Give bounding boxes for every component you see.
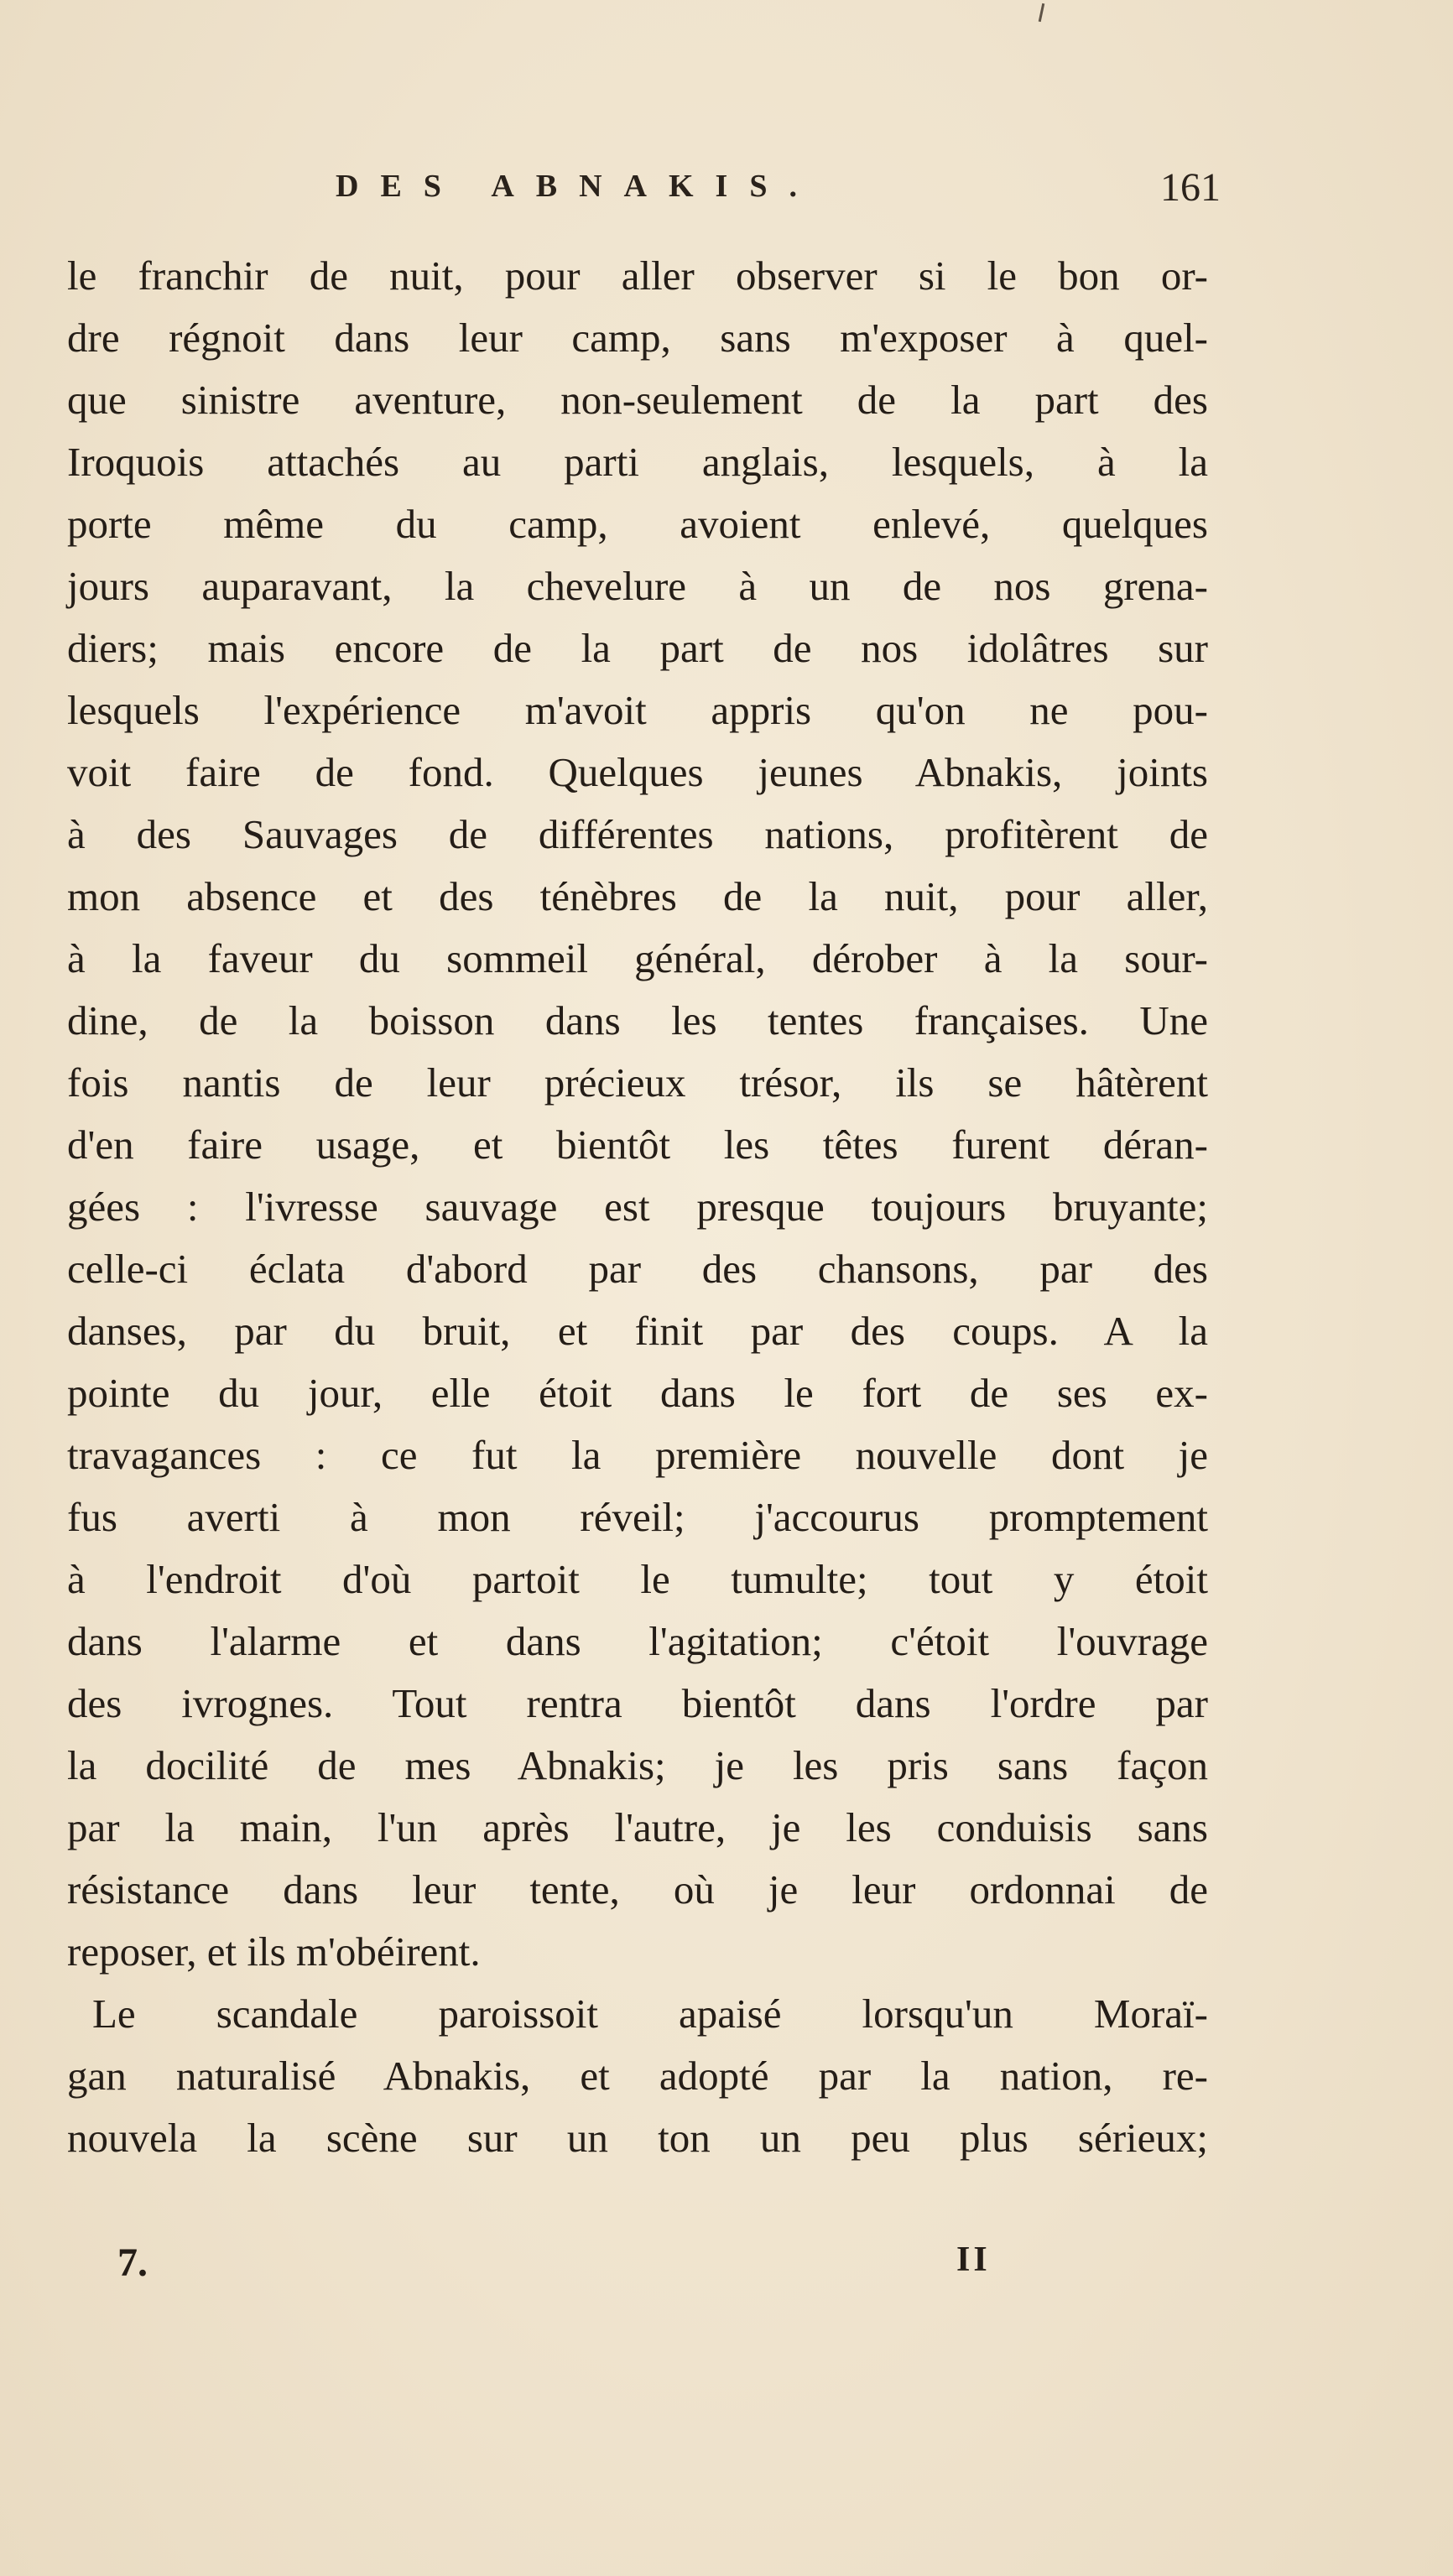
text-line: la docilité de mes Abnakis; je les pris sans façon <box>67 1742 1208 1788</box>
text-line: le franchir de nuit, pour aller observer si le bon or- <box>67 252 1208 299</box>
paragraph-end-line: reposer, et ils m'obéirent. <box>67 1928 481 1975</box>
paragraph-start-line: Le scandale paroissoit apaisé lorsqu'un Moraï- <box>92 1991 1208 2037</box>
page-footer <box>117 2240 1040 2290</box>
text-line: à l'endroit d'où partoit le tumulte; tout y étoit <box>67 1556 1208 1602</box>
text-line: Iroquois attachés au parti anglais, lesquels, à la <box>67 439 1208 485</box>
text-line: mon absence et des ténèbres de la nuit, pour aller, <box>67 873 1208 919</box>
ink-mark <box>1039 3 1045 22</box>
signature-mark: 7. <box>117 2240 148 2285</box>
text-line: porte même du camp, avoient enlevé, quelques <box>67 501 1208 547</box>
page-header <box>336 165 1221 218</box>
text-line: d'en faire usage, et bientôt les têtes furent déran- <box>67 1121 1208 1168</box>
text-line: fus averti à mon réveil; j'accourus promptement <box>67 1494 1208 1540</box>
text-line: à des Sauvages de différentes nations, profitèrent de <box>67 811 1208 857</box>
page-number: 161 <box>1160 165 1221 210</box>
text-line: que sinistre aventure, non-seulement de la part des <box>67 377 1208 423</box>
text-line: par la main, l'un après l'autre, je les conduisis sans <box>67 1804 1208 1850</box>
text-line: diers; mais encore de la part de nos idolâtres sur <box>67 625 1208 671</box>
catchword: II <box>956 2240 991 2279</box>
text-line: fois nantis de leur précieux trésor, ils se hâtèrent <box>67 1059 1208 1106</box>
body-text <box>67 245 1208 2169</box>
text-line: à la faveur du sommeil général, dérober à la sour- <box>67 935 1208 981</box>
text-line: pointe du jour, elle étoit dans le fort de ses ex- <box>67 1370 1208 1416</box>
text-line: gées : l'ivresse sauvage est presque toujours bruyante; <box>67 1184 1208 1230</box>
text-line: danses, par du bruit, et finit par des coups. A la <box>67 1308 1208 1354</box>
text-line: voit faire de fond. Quelques jeunes Abnakis, joints <box>67 749 1208 795</box>
text-line: nouvela la scène sur un ton un peu plus sérieux; <box>67 2115 1208 2161</box>
text-line: dans l'alarme et dans l'agitation; c'étoit l'ouvrage <box>67 1618 1208 1664</box>
text-line: celle-ci éclata d'abord par des chansons, par des <box>67 1246 1208 1292</box>
text-line: lesquels l'expérience m'avoit appris qu'on ne pou- <box>67 687 1208 733</box>
text-line: dre régnoit dans leur camp, sans m'exposer à quel- <box>67 315 1208 361</box>
text-line: résistance dans leur tente, où je leur ordonnai de <box>67 1866 1208 1912</box>
text-line: gan naturalisé Abnakis, et adopté par la nation, re- <box>67 2053 1208 2099</box>
text-line: jours auparavant, la chevelure à un de nos grena- <box>67 563 1208 609</box>
text-line: travagances : ce fut la première nouvelle dont je <box>67 1432 1208 1478</box>
text-line: des ivrognes. Tout rentra bientôt dans l'ordre par <box>67 1680 1208 1726</box>
running-title: DES ABNAKIS. <box>336 169 819 204</box>
text-line: dine, de la boisson dans les tentes françaises. Une <box>67 997 1208 1043</box>
